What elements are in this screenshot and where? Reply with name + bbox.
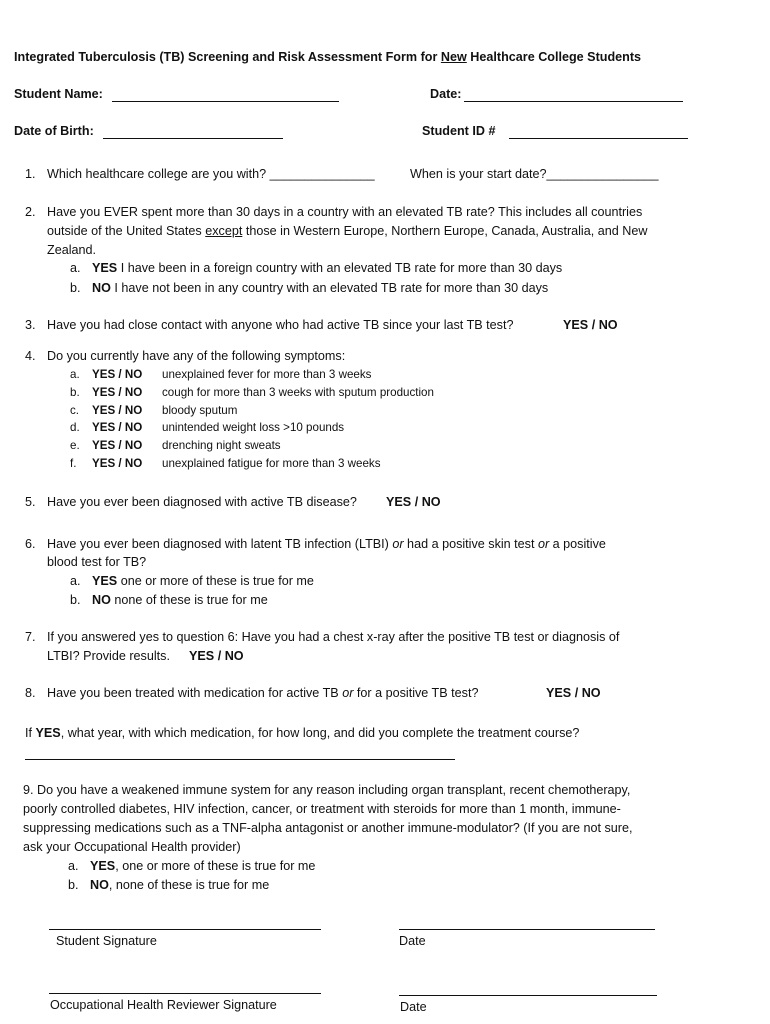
q8-if-yes	[25, 726, 579, 740]
q2-a-text: I have been in a foreign country with an elevated TB rate for more than 30 days	[117, 261, 563, 275]
q2-line2-pre: outside of the United States	[47, 224, 206, 238]
q6-line2: blood test for TB?	[47, 555, 147, 569]
title-new: New	[440, 50, 467, 64]
q9-a-yes: YES	[90, 859, 116, 873]
student-name-label: Student Name:	[14, 87, 103, 101]
q2-option-b[interactable]	[92, 281, 548, 295]
q9-line3: suppressing medications such as a TNF-alpha antagonist or another immune-modulator? (If you are not sure,	[23, 821, 633, 835]
date-label-2: Date	[400, 1000, 427, 1014]
dob-label: Date of Birth:	[14, 124, 94, 138]
q6-or-2: or	[537, 537, 550, 551]
q2-line2	[47, 224, 647, 238]
q9-b-text: , none of these is true for me	[108, 878, 270, 892]
q3-yes-no[interactable]: YES / NO	[563, 318, 618, 332]
q9-b-no: NO	[90, 878, 109, 892]
q5-text: Have you ever been diagnosed with active TB disease?	[47, 495, 357, 509]
q7-number: 7.	[25, 630, 36, 644]
q2-line2-post: those in Western Europe, Northern Europe, Canada, Australia, and New	[242, 224, 648, 238]
q7-line2-text: LTBI? Provide results.	[47, 649, 170, 663]
q8-if-yes-post: , what year, with which medication, for how long, and did you complete the treatment course?	[60, 726, 580, 740]
q8-or: or	[342, 686, 354, 700]
date-field[interactable]	[464, 101, 683, 102]
q2-option-b-label: b.	[70, 281, 81, 295]
q8-if-yes-bold: YES	[35, 726, 61, 740]
q8-answer-field[interactable]	[25, 759, 455, 760]
q4-number: 4.	[25, 349, 36, 363]
q8-text	[47, 686, 478, 700]
q4-symptom-label: d.	[70, 421, 80, 435]
q6-option-a-label: a.	[70, 574, 81, 588]
q4-symptom-text: cough for more than 3 weeks with sputum production	[162, 385, 434, 399]
q4-symptom-yes-no[interactable]: YES / NO	[92, 385, 143, 399]
q1-number: 1.	[25, 167, 36, 181]
date-label: Date:	[430, 87, 462, 101]
q7-line1: If you answered yes to question 6: Have you had a chest x-ray after the positive TB test or diagnosis of	[47, 630, 620, 644]
date-signature-line-1[interactable]	[399, 929, 655, 930]
q2-except: except	[205, 224, 243, 238]
q2-number: 2.	[25, 205, 36, 219]
q6-line1-c: a positive	[549, 537, 606, 551]
q6-or-1: or	[392, 537, 404, 551]
title-suffix: Healthcare College Students	[466, 50, 642, 64]
q4-text: Do you currently have any of the following symptoms:	[47, 349, 346, 363]
q7-line2	[47, 649, 170, 663]
q4-symptom-yes-no[interactable]: YES / NO	[92, 403, 143, 417]
q6-option-a[interactable]	[92, 574, 314, 588]
student-id-field[interactable]	[509, 138, 688, 139]
student-id-label: Student ID #	[422, 124, 496, 138]
q6-option-b[interactable]	[92, 593, 268, 607]
title-prefix: Integrated Tuberculosis (TB) Screening and Risk Assessment Form for	[14, 50, 441, 64]
q2-b-no: NO	[92, 281, 111, 295]
q2-b-text: I have not been in any country with an elevated TB rate for more than 30 days	[110, 281, 549, 295]
q1-text: Which healthcare college are you with? _______________	[47, 167, 375, 181]
q4-symptom-yes-no[interactable]: YES / NO	[92, 457, 143, 470]
q9-a-text: , one or more of these is true for me	[115, 859, 316, 873]
q8-text-b: for a positive TB test?	[353, 686, 479, 700]
student-signature-line[interactable]	[49, 929, 321, 930]
q4-symptom-row	[0, 421, 770, 439]
q4-symptom-row	[0, 404, 770, 422]
q3-text: Have you had close contact with anyone who had active TB since your last TB test?	[47, 318, 514, 332]
q4-symptom-label: f.	[70, 457, 77, 470]
q2-line1: Have you EVER spent more than 30 days in a country with an elevated TB rate? This includes all countries	[47, 205, 643, 219]
q4-symptom-row	[0, 368, 770, 386]
q8-yes-no[interactable]: YES / NO	[546, 686, 601, 700]
q6-b-text: none of these is true for me	[110, 593, 268, 607]
q6-number: 6.	[25, 537, 36, 551]
q2-option-a[interactable]	[92, 261, 562, 275]
dob-field[interactable]	[103, 138, 283, 139]
q9-option-a-label: a.	[68, 859, 79, 873]
q6-a-yes: YES	[92, 574, 118, 588]
q4-symptom-label: e.	[70, 439, 80, 453]
q9-option-b-label: b.	[68, 878, 79, 892]
q7-yes-no[interactable]: YES / NO	[189, 649, 244, 663]
q4-symptom-text: unexplained fatigue for more than 3 weeks	[162, 457, 381, 470]
reviewer-signature-line[interactable]	[49, 993, 321, 994]
q2-a-yes: YES	[92, 261, 118, 275]
q4-symptom-row	[0, 457, 770, 475]
q9-line1: 9. Do you have a weakened immune system for any reason including organ transplant, recent chemotherapy,	[23, 783, 631, 797]
q6-option-b-label: b.	[70, 593, 81, 607]
student-name-field[interactable]	[112, 101, 339, 102]
date-signature-line-2[interactable]	[399, 995, 657, 996]
q4-symptom-label: b.	[70, 385, 80, 399]
q4-symptom-row	[0, 386, 770, 404]
q8-if-yes-pre: If	[25, 726, 36, 740]
reviewer-signature-label: Occupational Health Reviewer Signature	[50, 998, 277, 1012]
q8-number: 8.	[25, 686, 36, 700]
q6-line1-a: Have you ever been diagnosed with latent TB infection (LTBI)	[47, 537, 393, 551]
q6-b-no: NO	[92, 593, 111, 607]
q4-symptom-yes-no[interactable]: YES / NO	[92, 421, 143, 435]
q2-option-a-label: a.	[70, 261, 81, 275]
q6-line1	[47, 537, 606, 551]
q4-symptom-yes-no[interactable]: YES / NO	[92, 368, 143, 381]
q9-line4: ask your Occupational Health provider)	[23, 840, 241, 854]
q1-start-date: When is your start date?________________	[410, 167, 659, 181]
q8-text-a: Have you been treated with medication for active TB	[47, 686, 343, 700]
q5-number: 5.	[25, 495, 36, 509]
q4-symptom-text: bloody sputum	[162, 403, 238, 417]
q4-symptom-text: unintended weight loss >10 pounds	[162, 421, 345, 435]
q3-number: 3.	[25, 318, 36, 332]
q4-symptom-text: drenching night sweats	[162, 439, 281, 453]
q6-line1-b: had a positive skin test	[403, 537, 538, 551]
q4-symptom-text: unexplained fever for more than 3 weeks	[162, 368, 372, 381]
student-signature-label: Student Signature	[56, 934, 157, 948]
q4-symptom-label: a.	[70, 368, 80, 381]
q9-line2: poorly controlled diabetes, HIV infection, cancer, or treatment with steroids for more than 1 month, immune-	[23, 802, 621, 816]
form-title	[14, 50, 641, 64]
q4-symptom-row	[0, 439, 770, 457]
q9-option-b[interactable]	[90, 878, 269, 892]
q2-line3: Zealand.	[47, 243, 97, 257]
q4-symptom-label: c.	[70, 403, 80, 417]
date-label-1: Date	[399, 934, 426, 948]
q9-option-a[interactable]	[90, 859, 315, 873]
q5-yes-no[interactable]: YES / NO	[386, 495, 441, 509]
q4-symptom-yes-no[interactable]: YES / NO	[92, 439, 143, 453]
q6-a-text: one or more of these is true for me	[117, 574, 314, 588]
